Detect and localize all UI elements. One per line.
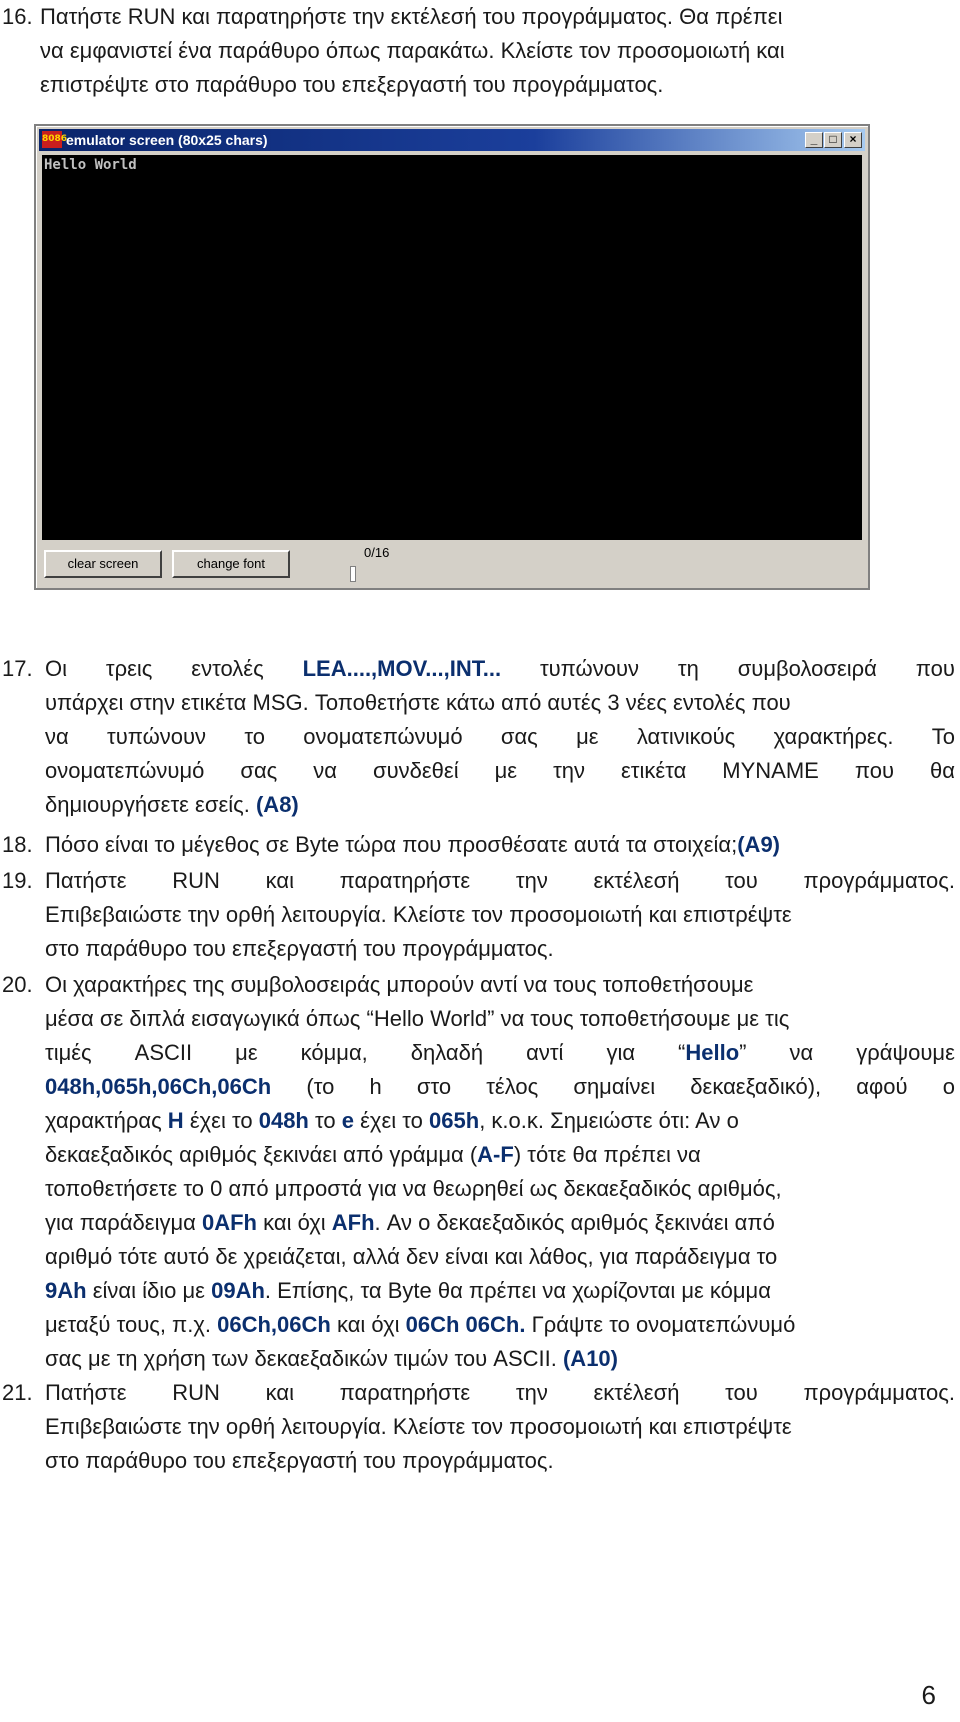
- word: να: [313, 758, 337, 783]
- quote-open: “: [678, 1040, 686, 1065]
- word: Το: [931, 724, 955, 749]
- close-icon[interactable]: ×: [844, 132, 862, 148]
- word: του: [725, 1380, 758, 1405]
- page-number: 6: [921, 1680, 936, 1710]
- item-20-line-4: [45, 1074, 955, 1100]
- word: ονοματεπώνυμό: [45, 758, 205, 783]
- item-16-line-2: να εμφανιστεί ένα παράθυρο όπως παρακάτω. Κλείστε τον προσομοιωτή και: [40, 38, 785, 63]
- item-17-line-5: [45, 792, 299, 818]
- clear-screen-button[interactable]: clear screen: [44, 550, 162, 578]
- answer-tag: (A9): [737, 832, 781, 857]
- emulator-title: emulator screen (80x25 chars): [66, 132, 268, 148]
- word: τυπώνουν: [107, 724, 207, 749]
- word: αφού: [856, 1074, 908, 1099]
- word: RUN: [172, 868, 220, 893]
- highlight-char-e: e: [341, 1108, 354, 1133]
- quote-close: ”: [739, 1040, 747, 1065]
- item-number: 16.: [2, 4, 33, 29]
- text: και όχι: [336, 1312, 400, 1337]
- word: γράψουμε: [856, 1040, 955, 1065]
- word: σας: [500, 724, 538, 749]
- text: για παράδειγμα: [45, 1210, 196, 1235]
- word: παρατηρήστε: [339, 868, 471, 893]
- text: . Επίσης, τα Byte θα πρέπει να χωρίζονται με κόμμα: [264, 1278, 771, 1303]
- word: ο: [942, 1074, 955, 1099]
- word: και: [265, 1380, 294, 1405]
- item-17-line-3: [45, 724, 955, 750]
- word: ονοματεπώνυμό: [303, 724, 463, 749]
- maximize-icon[interactable]: □: [824, 132, 842, 148]
- item-20-line-6: [45, 1142, 701, 1168]
- word: να: [789, 1040, 814, 1065]
- word: δεκαεξαδικό),: [690, 1074, 822, 1099]
- text: και όχι: [263, 1210, 326, 1235]
- answer-tag: (A10): [562, 1346, 618, 1371]
- item-17-line-1: [45, 656, 955, 682]
- item-number: 21.: [2, 1380, 33, 1405]
- word: το: [244, 724, 265, 749]
- text: έχει το: [360, 1108, 423, 1133]
- word: την: [515, 868, 548, 893]
- item-20-line-1: Οι χαρακτήρες της συμβολοσειράς μπορούν αντί να τους τοποθετήσουμε: [45, 972, 754, 997]
- word: λατινικούς: [636, 724, 736, 749]
- item-18-line-1: [45, 832, 780, 858]
- item-17-line-4: [45, 758, 955, 784]
- instruction-list: LEA....,MOV...,INT...: [302, 656, 502, 681]
- quoted-hello: [678, 1040, 746, 1066]
- word: στο: [416, 1074, 452, 1099]
- word: προγράμματος.: [803, 1380, 955, 1405]
- item-20-line-8: [45, 1210, 775, 1236]
- emulator-titlebar: [39, 129, 865, 151]
- item-20-line-10: [45, 1278, 771, 1304]
- word: προγράμματος.: [803, 868, 955, 893]
- word: ετικέτα: [621, 758, 687, 783]
- word: με: [494, 758, 518, 783]
- item-21-line-1: [45, 1380, 955, 1406]
- emulator-screen: [42, 155, 862, 540]
- item-20-line-7: τοποθετήσετε το 0 από μπροστά για να θεωρηθεί ως δεκαεξαδικός αριθμός,: [45, 1176, 782, 1201]
- highlight-hello: Hello: [685, 1040, 740, 1065]
- text: ) τότε θα πρέπει να: [513, 1142, 701, 1167]
- word: και: [265, 868, 294, 893]
- highlight-hex: 065h: [429, 1108, 480, 1133]
- highlight-hex: 0AFh: [202, 1210, 257, 1235]
- word: συμβολοσειρά: [737, 656, 877, 681]
- word: εκτέλεσή: [593, 1380, 680, 1405]
- change-font-button[interactable]: change font: [172, 550, 290, 578]
- hex-sequence: 048h,065h,06Ch,06Ch: [45, 1074, 272, 1099]
- word: θα: [930, 758, 955, 783]
- char-counter: 0/16: [364, 545, 390, 560]
- item-19-line-2: Επιβεβαιώστε την ορθή λειτουργία. Κλείστε τον προσομοιωτή και επιστρέψτε: [45, 902, 792, 927]
- emulator-window: [34, 124, 870, 590]
- word: τη: [677, 656, 699, 681]
- word: που: [915, 656, 955, 681]
- highlight-range: A-F: [477, 1142, 514, 1167]
- text: έχει το: [189, 1108, 253, 1133]
- highlight-char-h: H: [167, 1108, 184, 1133]
- item-number: 20.: [2, 972, 33, 997]
- word: για: [606, 1040, 636, 1065]
- word: RUN: [172, 1380, 220, 1405]
- word: του: [725, 868, 758, 893]
- sentence: δημιουργήσετε εσείς.: [45, 792, 250, 817]
- item-19-line-3: στο παράθυρο του επεξεργαστή του προγράμματος.: [45, 936, 554, 961]
- item-20-line-12: [45, 1346, 618, 1372]
- word: αντί: [526, 1040, 564, 1065]
- item-16-line-3: επιστρέψτε στο παράθυρο του επεξεργαστή του προγράμματος.: [40, 72, 664, 97]
- text: δεκαεξαδικός αριθμός ξεκινάει από γράμμα (: [45, 1142, 478, 1167]
- word: MYNAME: [722, 758, 819, 783]
- word: συνδεθεί: [372, 758, 459, 783]
- word: τυπώνουν: [539, 656, 639, 681]
- word: που: [854, 758, 894, 783]
- text: , κ.ο.κ. Σημειώστε ότι: Αν ο: [479, 1108, 739, 1133]
- scroll-slider[interactable]: [350, 566, 356, 582]
- word: την: [553, 758, 585, 783]
- emulator-screen-output: Hello World: [44, 157, 137, 173]
- word: εκτέλεσή: [593, 868, 680, 893]
- highlight-hex: 048h: [258, 1108, 309, 1133]
- word: δηλαδή: [410, 1040, 484, 1065]
- item-20-line-11: [45, 1312, 795, 1338]
- answer-tag: (A8): [255, 792, 299, 817]
- text: μεταξύ τους, π.χ.: [45, 1312, 211, 1337]
- word: τέλος: [486, 1074, 539, 1099]
- word: να: [45, 724, 69, 749]
- minimize-icon[interactable]: _: [805, 132, 823, 148]
- word: τρεις: [105, 656, 153, 681]
- highlight-hex: 06Ch,06Ch: [217, 1312, 331, 1337]
- highlight-hex: 06Ch 06Ch.: [405, 1312, 526, 1337]
- word: τιμές: [45, 1040, 92, 1065]
- item-19-line-1: [45, 868, 955, 894]
- word: σας: [240, 758, 278, 783]
- word: Πατήστε: [45, 1380, 127, 1405]
- highlight-hex: AFh: [331, 1210, 375, 1235]
- word: την: [515, 1380, 548, 1405]
- word: με: [235, 1040, 258, 1065]
- word: Πατήστε: [45, 868, 127, 893]
- item-21-line-2: Επιβεβαιώστε την ορθή λειτουργία. Κλείστε τον προσομοιωτή και επιστρέψτε: [45, 1414, 792, 1439]
- word: παρατηρήστε: [339, 1380, 471, 1405]
- word: με: [576, 724, 599, 749]
- text: . Αν ο δεκαεξαδικός αριθμός ξεκινάει από: [374, 1210, 775, 1235]
- item-21-line-3: στο παράθυρο του επεξεργαστή του προγράμματος.: [45, 1448, 554, 1473]
- word: σημαίνει: [573, 1074, 656, 1099]
- word: κόμμα,: [300, 1040, 368, 1065]
- item-20-line-5: [45, 1108, 739, 1134]
- word: (το: [306, 1074, 335, 1099]
- item-17-line-2: υπάρχει στην ετικέτα MSG. Τοποθετήστε κάτω από αυτές 3 νέες εντολές που: [45, 690, 791, 715]
- item-20-line-9: αριθμό τότε αυτό δε χρειάζεται, αλλά δεν είναι και λάθος, για παράδειγμα το: [45, 1244, 778, 1269]
- highlight-hex: 9Ah: [45, 1278, 87, 1303]
- highlight-hex: 09Ah: [211, 1278, 265, 1303]
- item-number: 18.: [2, 832, 33, 857]
- emulator-toolbar: [42, 540, 862, 584]
- item-number: 17.: [2, 656, 33, 681]
- word: εντολές: [191, 656, 264, 681]
- text: σας με τη χρήση των δεκαεξαδικών τιμών του ASCII.: [45, 1346, 557, 1371]
- text: είναι ίδιο με: [92, 1278, 205, 1303]
- item-16-line-1: Πατήστε RUN και παρατηρήστε την εκτέλεσή του προγράμματος. Θα πρέπει: [40, 4, 783, 29]
- item-20-line-3: [45, 1040, 955, 1066]
- word: Οι: [45, 656, 67, 681]
- text: το: [315, 1108, 336, 1133]
- sentence: Πόσο είναι το μέγεθος σε Byte τώρα που προσθέσατε αυτά τα στοιχεία;: [45, 832, 738, 857]
- word: h: [369, 1074, 382, 1099]
- item-number: 19.: [2, 868, 33, 893]
- text: Γράψτε το ονοματεπώνυμό: [531, 1312, 796, 1337]
- word: ASCII: [134, 1040, 193, 1065]
- item-20-line-2: μέσα σε διπλά εισαγωγικά όπως “Hello World” να τους τοποθετήσουμε με τις: [45, 1006, 790, 1031]
- emulator-logo-icon: 8086: [42, 131, 62, 148]
- word: χαρακτήρες.: [773, 724, 894, 749]
- text: χαρακτήρας: [45, 1108, 162, 1133]
